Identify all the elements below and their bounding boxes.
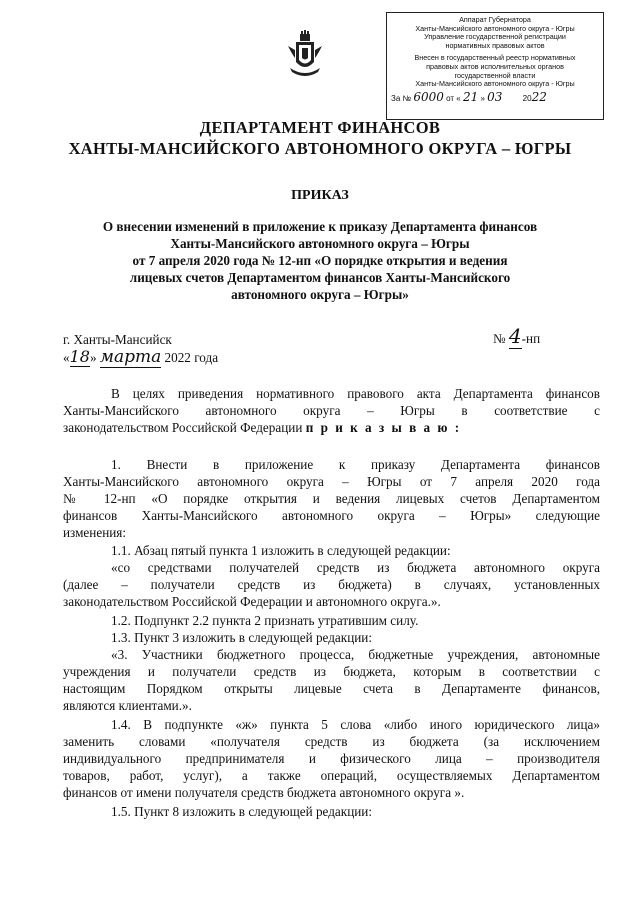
text-line: заменить словами «получателя средств из бюджета (за исключением: [63, 734, 600, 749]
city: г. Ханты-Мансийск: [63, 332, 172, 347]
number-prefix: №: [493, 331, 506, 346]
stamp-line: нормативных правовых актов: [445, 40, 545, 50]
reg-number: 6000: [413, 89, 444, 104]
stamp-line: Управление государственной регистрации: [424, 32, 566, 42]
document-subject: [60, 218, 580, 303]
item-1-1: 1.1. Абзац пятый пункта 1 изложить в следующей редакции:: [111, 543, 451, 558]
text-line: № 12-нп «О порядке открытия и ведения лицевых счетов Департаментом: [63, 491, 600, 506]
reg-prefix: За №: [391, 93, 412, 103]
text-line: товаров, работ, услуг), а также операций, осуществляемых Департаментом: [63, 768, 600, 783]
text-line: [63, 419, 600, 436]
stamp-registration-line: [391, 89, 599, 104]
department-name-line2: ХАНТЫ-МАНСИЙСКОГО АВТОНОМНОГО ОКРУГА – ЮГРЫ: [68, 139, 572, 158]
item-1-3: 1.3. Пункт 3 изложить в следующей редакции:: [111, 630, 373, 645]
text-line: (далее – получатели средств из бюджета) в случаях, установленных: [63, 577, 600, 592]
text-line: финансов Ханты-Мансийского автономного округа – Югры» следующие: [63, 508, 600, 523]
intro-paragraph: [63, 385, 600, 436]
text-line: являются клиентами.».: [63, 698, 192, 713]
date-day-handwritten: 18: [69, 347, 90, 366]
text-line: Ханты-Мансийского автономного округа – Югры в соответствие с: [63, 403, 600, 418]
subject-line: от 7 апреля 2020 года № 12-нп «О порядке открытия и ведения: [132, 253, 508, 268]
reg-month: 03: [487, 89, 503, 104]
number-suffix: -нп: [521, 331, 541, 346]
subject-line: Ханты-Мансийского автономного округа – Югры: [170, 236, 470, 251]
text-line: «со средствами получателей средств из бюджета автономного округа: [111, 560, 600, 575]
date-close: »: [89, 350, 97, 365]
reg-year-prefix: 20: [522, 93, 532, 103]
document-type-title: ПРИКАЗ: [291, 188, 349, 203]
date-open: «: [63, 350, 70, 365]
stamp-line: правовых актов исполнительных органов: [426, 61, 564, 71]
stamp-line: Ханты-Мансийского автономного округа - Югры: [415, 23, 575, 33]
registration-stamp: [386, 12, 604, 120]
text-line: настоящим Порядком открыты лицевые счета в Департаменте финансов,: [63, 681, 600, 696]
number-handwritten: 4: [508, 324, 522, 348]
subject-line: О внесении изменений в приложение к приказу Департамента финансов: [102, 219, 538, 234]
text-line: финансов от имени получателя средств бюджета автономного округа ».: [63, 785, 465, 800]
item-1-1-quote: [63, 559, 600, 610]
item-1-3-quote: [63, 646, 600, 714]
text-line: 1. Внести в приложение к приказу Департамента финансов: [111, 457, 600, 472]
date-year: 2022 года: [164, 350, 219, 365]
text-line: индивидуального предпринимателя и физического лица – производителя: [63, 751, 600, 766]
item-1-2: 1.2. Подпункт 2.2 пункта 2 признать утратившим силу.: [111, 613, 419, 628]
reg-from: от «: [446, 93, 461, 103]
stamp-line: государственной власти: [454, 70, 536, 80]
stamp-line: Аппарат Губернатора: [459, 15, 531, 24]
intro-last: законодательством Российской Федерации: [63, 420, 303, 435]
item-1-5: 1.5. Пункт 8 изложить в следующей редакции:: [111, 804, 373, 819]
text-line: изменения:: [63, 525, 127, 540]
reg-year: 22: [531, 89, 547, 104]
subject-line: автономного округа – Югры»: [231, 287, 409, 302]
stamp-line: Внесен в государственный реестр нормативных: [414, 53, 576, 63]
coat-of-arms-emblem: [286, 28, 324, 80]
order-verb: п р и к а з ы в а ю :: [305, 420, 462, 435]
order-date: [63, 348, 218, 366]
text-line: «3. Участники бюджетного процесса, бюджетные учреждения, автономные: [111, 647, 600, 662]
item-1: [63, 456, 600, 541]
item-1-4: [63, 716, 600, 801]
subject-line: лицевых счетов Департаментом финансов Ханты-Мансийского: [129, 270, 511, 285]
text-line: В целях приведения нормативного правового акта Департамента финансов: [111, 386, 600, 401]
reg-day: 21: [462, 89, 479, 104]
text-line: законодательством Российской Федерации и автономного округа.».: [63, 594, 441, 609]
order-number: [493, 324, 541, 348]
department-name-line1: ДЕПАРТАМЕНТ ФИНАНСОВ: [199, 118, 441, 137]
text-line: учреждения и получатели средств из бюджета, которым в соответствии с: [63, 664, 600, 679]
text-line: 1.4. В подпункте «ж» пункта 5 слова «либо иного юридического лица»: [111, 717, 600, 732]
text-line: Ханты-Мансийского автономного округа – Югры от 7 апреля 2020 года: [63, 474, 600, 489]
reg-sep: »: [480, 93, 485, 103]
date-month-handwritten: марта: [99, 347, 162, 367]
stamp-line: Ханты-Мансийского автономного округа - Югры: [415, 79, 575, 89]
